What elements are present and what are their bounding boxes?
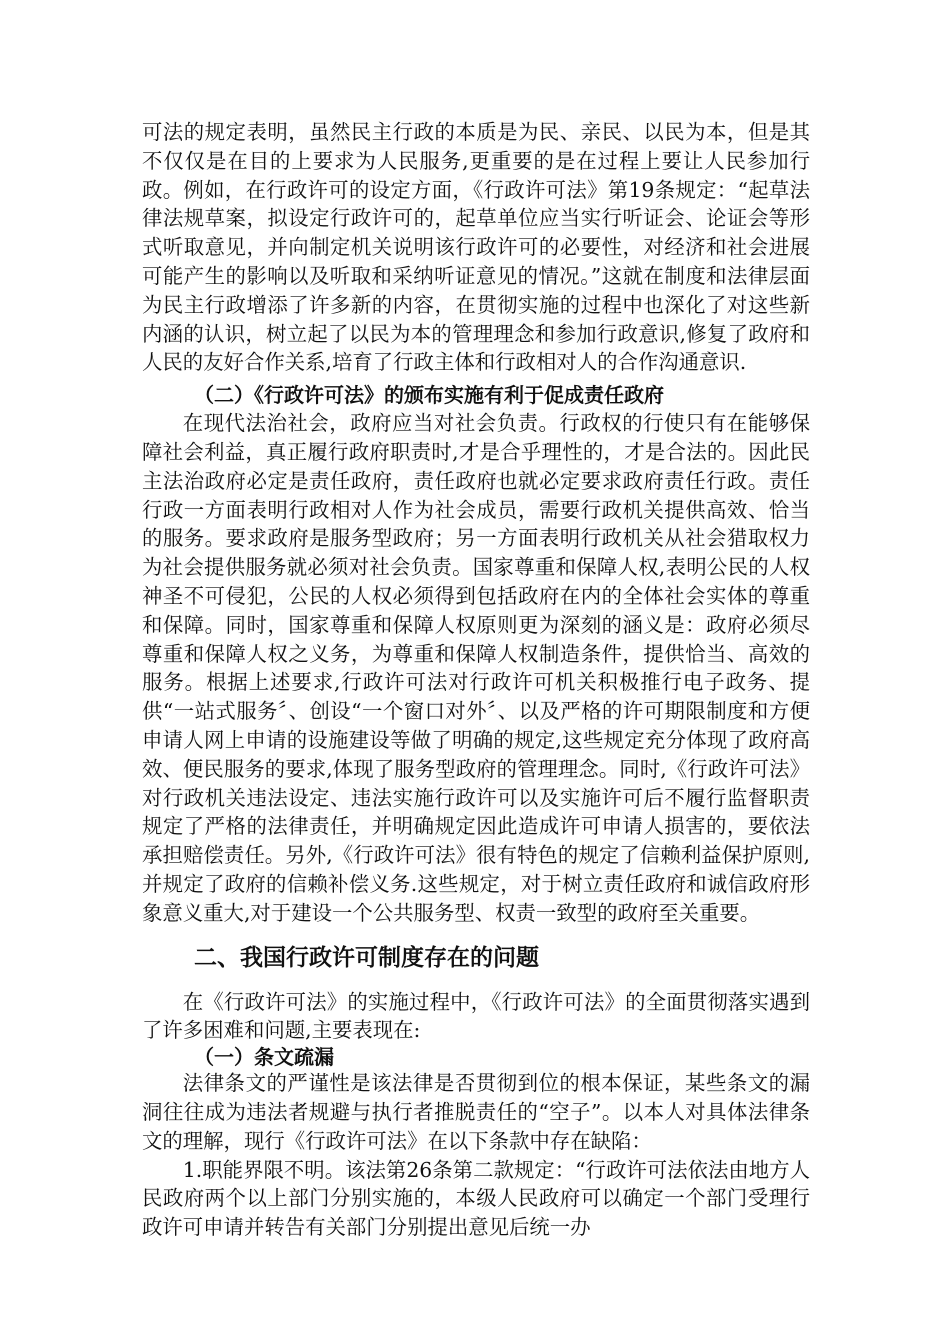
subsection-heading: （一）条文疏漏 bbox=[194, 1045, 334, 1070]
body-paragraph: 可法的规定表明，虽然民主行政的本质是为民、亲民、以民为本，但是其不仅仅是在目的上要求为人民服务,更重要的是在过程上要让人民参加行政。例如，在行政许可的设定方面，《行政许可法》第19条规定：“起草法律法规草案，拟设定行政许可的，起草单位应当实行听证会、论证会等形式听取意见，并向制定机关说明该行政许可的必要性，对经济和社会进展可能产生的影响以及听取和采纳听证意见的情况。”这就在制度和法律层面为民主行政增添了许多新的内容，在贯彻实施的过程中也深化了对这些新内涵的认识，树立起了以民为本的管理理念和参加行政意识,修复了政府和人民的友好合作关系,培育了行政主体和行政相对人的合作沟通意识. bbox=[142, 120, 810, 375]
body-paragraph: 法律条文的严谨性是该法律是否贯彻到位的根本保证，某些条文的漏洞往往成为违法者规避与执行者推脱责任的“空子”。以本人对具体法律条文的理解，现行《行政许可法》在以下条款中存在缺陷： bbox=[142, 1071, 810, 1153]
document-page bbox=[142, 118, 810, 1242]
body-paragraph: 在现代法治社会，政府应当对社会负责。行政权的行使只有在能够保障社会利益，真正履行政府职责时,才是合乎理性的，才是合法的。因此民主法治政府必定是责任政府，责任政府也就必定要求政府责任行政。责任行政一方面表明行政相对人作为社会成员，需要行政机关提供高效、恰当的服务。要求政府是服务型政府；另一方面表明行政机关从社会猎取权力为社会提供服务就必须对社会负责。国家尊重和保障人权,表明公民的人权神圣不可侵犯，公民的人权必须得到包括政府在内的全体社会实体的尊重和保障。同时，国家尊重和保障人权原则更为深刻的涵义是：政府必须尽尊重和保障人权之义务，为尊重和保障人权制造条件，提供恰当、高效的服务。根据上述要求,行政许可法对行政许可机关积极推行电子政务、提供“一站式服务〞、创设“一个窗口对外〞、以及严格的许可期限制度和方便申请人网上申请的设施建设等做了明确的规定,这些规定充分体现了政府高效、便民服务的要求,体现了服务型政府的管理理念。同时,《行政许可法》对行政机关违法设定、违法实施行政许可以及实施许可后不履行监督职责规定了严格的法律责任，并明确规定因此造成许可申请人损害的，要依法承担赔偿责任。另外,《行政许可法》很有特色的规定了信赖利益保护原则,并规定了政府的信赖补偿义务.这些规定，对于树立责任政府和诚信政府形象意义重大,对于建设一个公共服务型、权责一致型的政府至关重要。 bbox=[142, 411, 810, 925]
section-heading: 二、我国行政许可制度存在的问题 bbox=[194, 944, 539, 971]
subsection-heading: （二）《行政许可法》的颁布实施有利于促成责任政府 bbox=[194, 383, 664, 408]
body-paragraph: 在《行政许可法》的实施过程中，《行政许可法》的全面贯彻落实遇到了许多困难和问题,主要表现在: bbox=[142, 989, 810, 1043]
body-paragraph: 1.职能界限不明。该法第26条第二款规定：“行政许可法依法由地方人民政府两个以上部门分别实施的，本级人民政府可以确定一个部门受理行政许可申请并转告有关部门分别提出意见后统一办 bbox=[142, 1157, 810, 1240]
